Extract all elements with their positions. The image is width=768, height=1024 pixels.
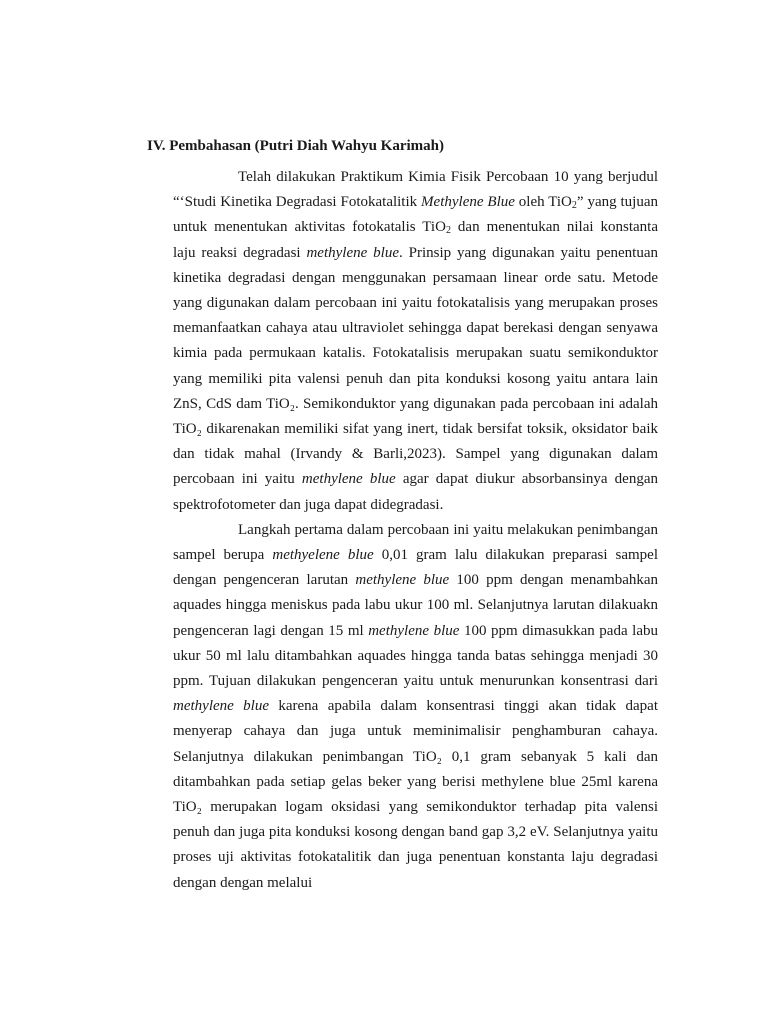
text-run: oleh TiO [514, 194, 572, 211]
paragraph-1 [173, 165, 658, 518]
text-run: Telah dilakukan Praktikum Kimia Fisik Percobaan 10 yang berjudul “‘Studi Kinetika Degradasi Fotokatalitik [173, 169, 658, 211]
italic-term: methylene blue [306, 244, 399, 261]
italic-term: methyelene blue [272, 547, 374, 564]
italic-term: methylene blue [173, 698, 269, 715]
subscript-text: 2 [571, 200, 577, 212]
text-run: dan menentukan nilai konstanta laju reaksi degradasi [173, 219, 658, 261]
text-run: Langkah pertama dalam percobaan ini yaitu melakukan penimbangan sampel berupa [173, 521, 658, 564]
italic-term: methylene blue [355, 572, 450, 589]
text-run: 100 ppm dengan menambahkan aquades hingga meniskus pada labu ukur 100 ml. Selanjutnya larutan dilakuakn pengenceran lagi dengan 15 ml [173, 572, 659, 639]
italic-term: methylene blue [301, 471, 396, 488]
text-run: 0,01 gram lalu dilakukan preparasi sampel dengan pengenceran larutan [173, 547, 658, 589]
text-run: 100 ppm dimasukkan pada labu ukur 50 ml lalu ditambahkan aquades hingga tanda batas sehingga menjadi 30 ppm. Tujuan dilakukan pengenceran yaitu untuk menurunkan konsentrasi dari [173, 622, 658, 690]
italic-term: methylene blue [368, 622, 460, 639]
text-run: agar dapat diukur absorbansinya dengan spektrofotometer dan juga dapat didegradasi. [173, 471, 658, 513]
section-heading: IV. Pembahasan (Putri Diah Wahyu Karimah) [147, 138, 444, 154]
text-run: ” yang tujuan untuk menentukan aktivitas fotokatalis TiO [173, 194, 659, 236]
text-run: karena apabila dalam konsentrasi tinggi akan tidak dapat menyerap cahaya dan juga untuk meminimalisir penghamburan cahaya. Selanjutnya dilakukan penimbangan TiO₂ 0,1 gram sebanyak 5 kali dan ditambahkan pada setiap gelas beker yang berisi methylene blue 25ml karena TiO₂ merupakan logam oksidasi yang semikonduktor terhadap pita valensi penuh dan juga pita konduksi kosong dengan band gap 3,2 eV. Selanjutnya yaitu proses uji aktivitas fotokatalitik dan juga penentuan konstanta laju degradasi dengan dengan melalui [173, 698, 658, 891]
subscript-text: 2 [445, 225, 451, 237]
body-text [173, 165, 658, 896]
text-run: . Prinsip yang digunakan yaitu penentuan kinetika degradasi dengan menggunakan persamaan linear orde satu. Metode yang digunakan dalam percobaan ini yaitu fotokatalisis yang merupakan proses memanfaatkan cahaya atau ultraviolet sehingga dapat berekasi dengan senyawa kimia pada permukaan katalis. Fotokatalisis merupakan suatu semikonduktor yang memiliki pita valensi penuh dan pita konduksi kosong yaitu antara lain ZnS, CdS dam TiO₂. Semikonduktor yang digunakan pada percobaan ini adalah TiO₂ dikarenakan memiliki sifat yang inert, tidak bersifat toksik, oksidator baik dan tidak mahal (Irvandy & Barli,2023). Sampel yang digunakan dalam percobaan ini yaitu [173, 244, 659, 488]
paragraph-2 [173, 518, 658, 896]
italic-term: Methylene Blue [421, 194, 515, 211]
